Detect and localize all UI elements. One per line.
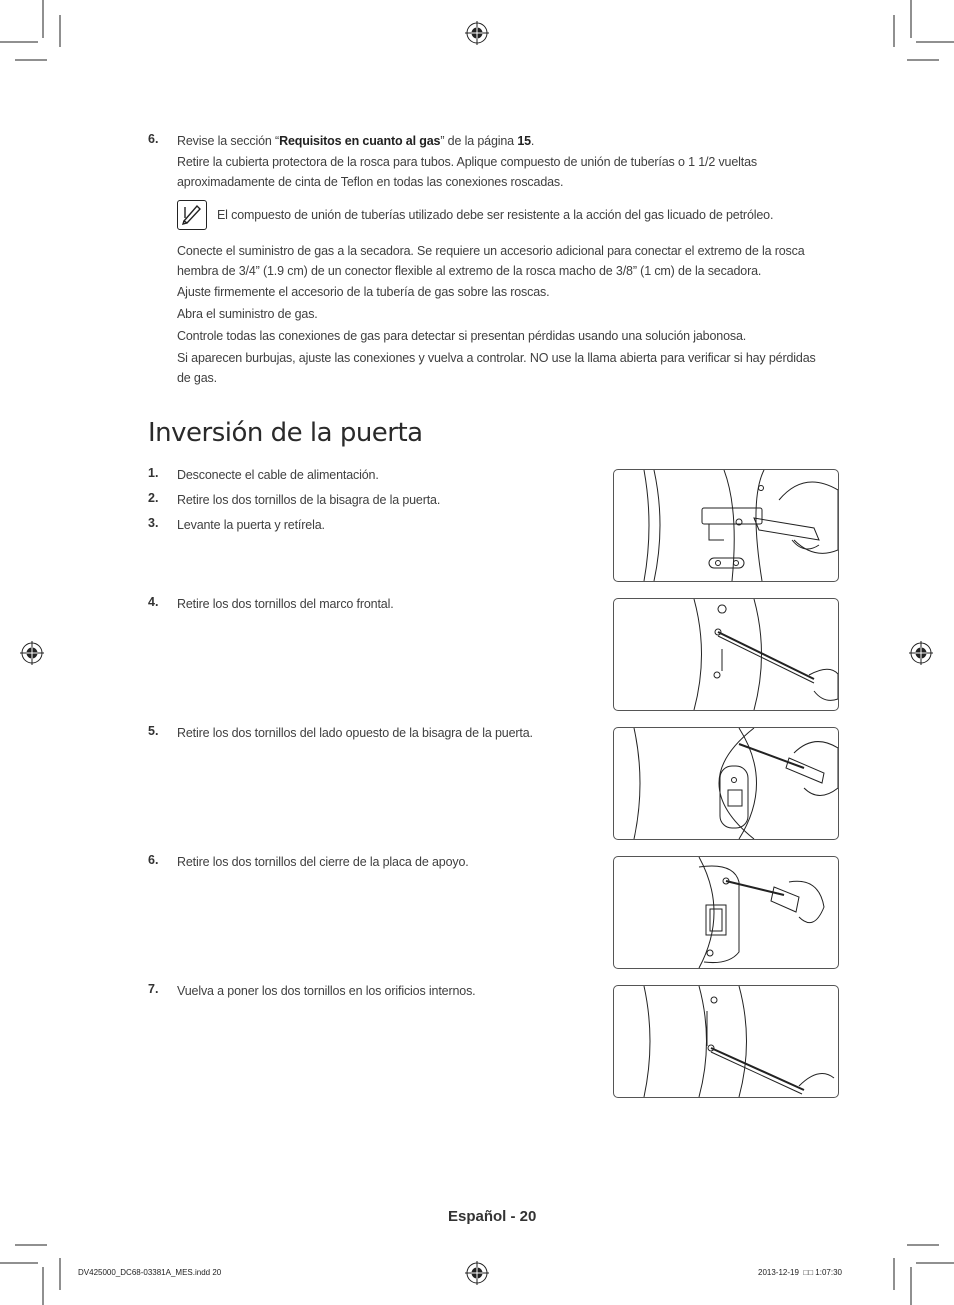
registration-mark-icon (909, 641, 933, 665)
illustration-step-2 (613, 469, 839, 582)
illustration-step-6 (613, 856, 839, 969)
gas-paragraph: Ajuste firmemente el accesorio de la tubería de gas sobre las roscas. (177, 285, 550, 299)
step-text: Desconecte el cable de alimentación. (177, 468, 379, 482)
slug-glyph: □□ (803, 1268, 814, 1277)
note-text: El compuesto de unión de tuberías utilizado debe ser resistente a la acción del gas licuado de petróleo. (217, 208, 774, 222)
slug-timestamp (758, 1268, 842, 1277)
step-number: 1. (148, 466, 159, 480)
gas-step-line (177, 132, 837, 152)
step-text: Levante la puerta y retírela. (177, 518, 325, 532)
registration-mark-icon (20, 641, 44, 665)
step-number: 4. (148, 595, 159, 609)
gas-paragraph: Abra el suministro de gas. (177, 307, 318, 321)
step-text: Retire los dos tornillos del lado opuesto de la bisagra de la puerta. (177, 726, 533, 740)
slug-file: DV425000_DC68-03381A_MES.indd 20 (78, 1268, 222, 1277)
illustration-step-4 (613, 598, 839, 711)
gas-requirements-link: Requisitos en cuanto al gas (279, 134, 441, 148)
gas-paragraph: Si aparecen burbujas, ajuste las conexiones y vuelva a controlar. NO use la llama abierta para verificar si hay pérdidas de gas. (177, 351, 816, 385)
step-number: 7. (148, 982, 159, 996)
step-text: Retire los dos tornillos del cierre de la placa de apoyo. (177, 855, 469, 869)
step-number: 5. (148, 724, 159, 738)
page-number: Español - 20 (448, 1208, 537, 1225)
step-number: 3. (148, 516, 159, 530)
step-text: Retire los dos tornillos del marco frontal. (177, 597, 394, 611)
step-number: 6. (148, 132, 159, 146)
gas-paragraph: Retire la cubierta protectora de la rosca para tubos. Aplique compuesto de unión de tuberías o 1 1/2 vueltas aproximadamente de cinta de Teflon en todas las conexiones roscadas. (177, 155, 758, 189)
slug-date: 2013-12-19 (758, 1268, 799, 1277)
step-text: Retire los dos tornillos de la bisagra de la puerta. (177, 493, 441, 507)
illustration-step-5 (613, 727, 839, 840)
gas-paragraph: Conecte el suministro de gas a la secadora. Se requiere un accesorio adicional para conectar el extremo de la rosca hembra de 3/4” (1.9 cm) de un conector flexible al extremo de la rosca macho de 3/8” (1 cm) de la secadora. (177, 244, 805, 278)
slug-time: 1:07:30 (815, 1268, 842, 1277)
illustration-step-7 (613, 985, 839, 1098)
note-pencil-icon (177, 200, 207, 230)
registration-mark-icon (465, 21, 489, 45)
step-text: Vuelva a poner los dos tornillos en los orificios internos. (177, 984, 476, 998)
gas-line-prefix: Revise la sección “ (177, 134, 280, 148)
registration-mark-icon (465, 1261, 489, 1285)
step-number: 6. (148, 853, 159, 867)
section-title: Inversión de la puerta (148, 418, 423, 448)
gas-line-mid: ” de la página (440, 134, 518, 148)
gas-line-suffix: . (530, 134, 535, 148)
gas-page-number: 15 (517, 134, 531, 148)
step-number: 2. (148, 491, 159, 505)
gas-paragraph: Controle todas las conexiones de gas para detectar si presentan pérdidas usando una solución jabonosa. (177, 329, 747, 343)
